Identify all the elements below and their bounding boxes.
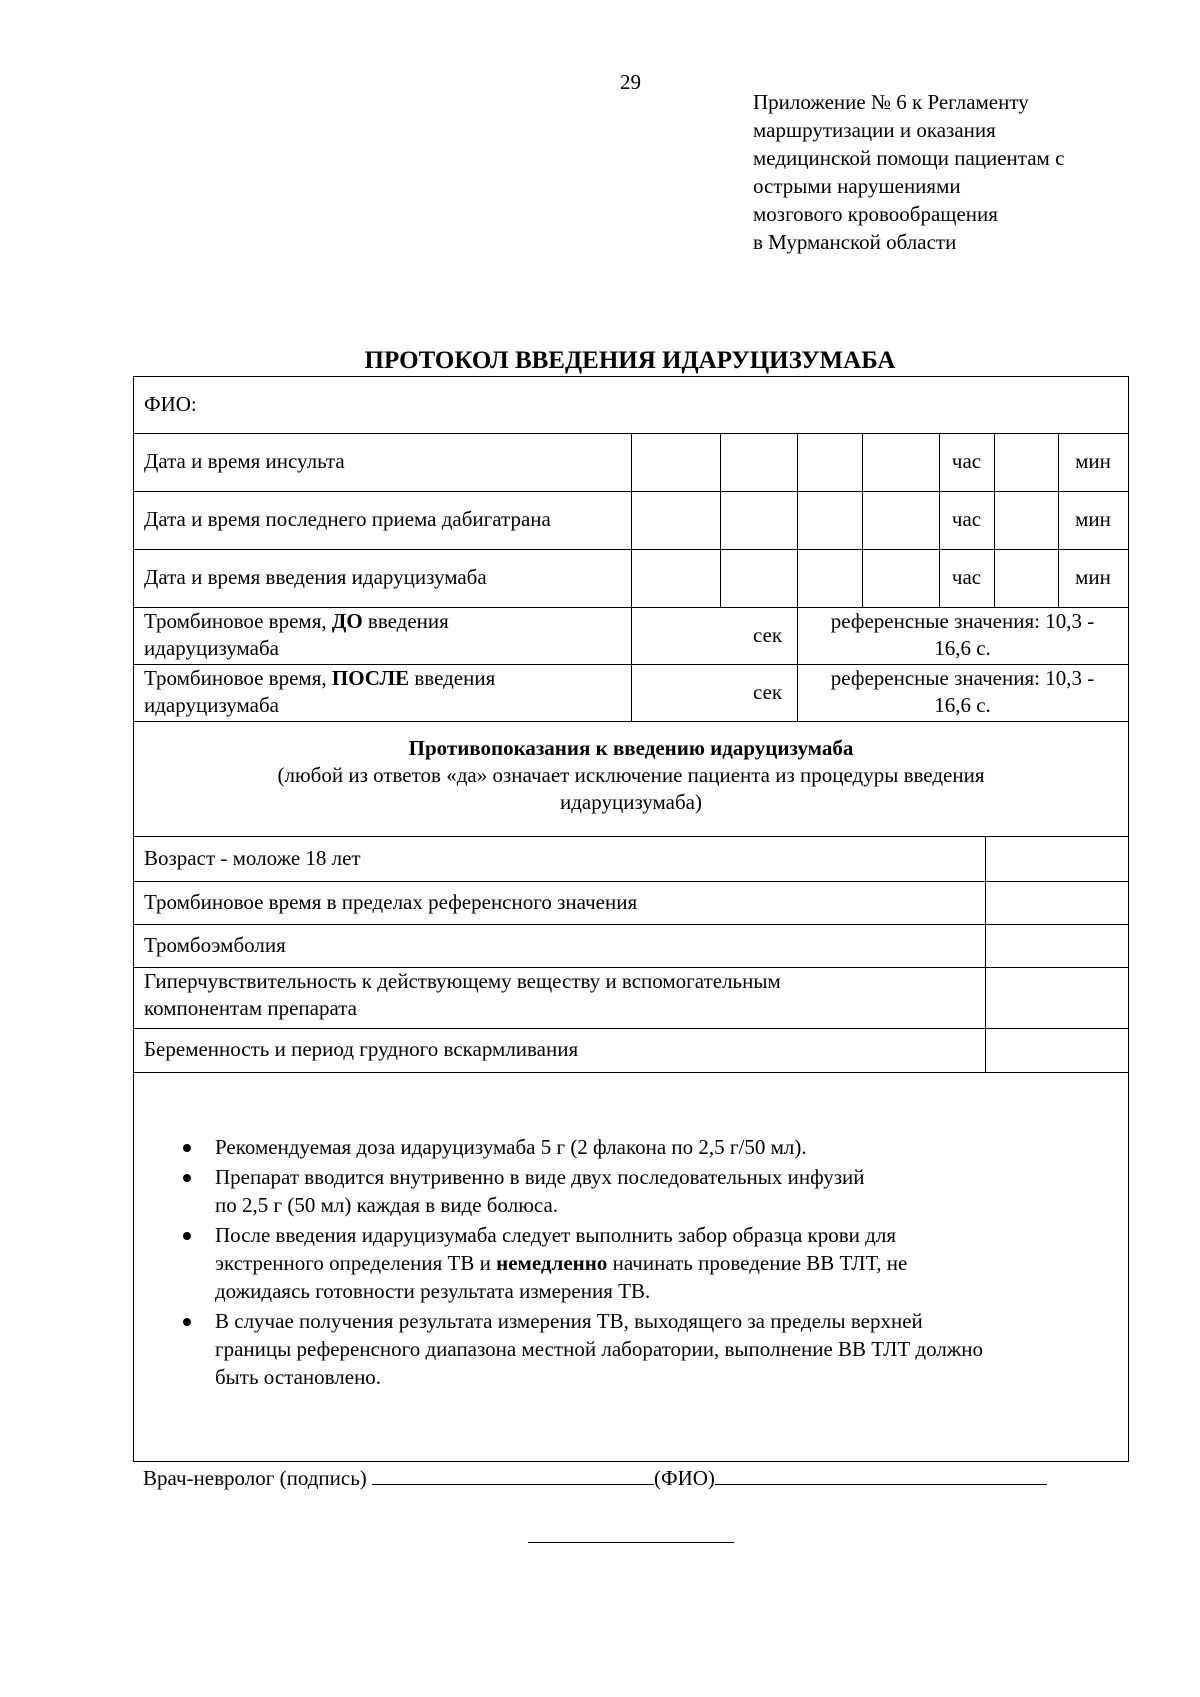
bullet-icon	[183, 1232, 191, 1240]
datetime-row-label: Дата и время введения идаруцизумаба	[144, 565, 487, 589]
list-item-text: После введения идаруцизумаба следует выполнить забор образца крови для	[215, 1223, 896, 1247]
label-emphasis: ПОСЛЕ	[331, 666, 410, 690]
fio-field[interactable]	[715, 1462, 1047, 1485]
reference-values: референсные значения: 10,3 -	[830, 666, 1095, 690]
document-title: ПРОТОКОЛ ВВЕДЕНИЯ ИДАРУЦИЗУМАБА	[364, 347, 896, 374]
fio-label: (ФИО)	[654, 1466, 715, 1490]
bullet-icon	[183, 1174, 191, 1182]
list-item-text	[215, 1249, 1123, 1277]
row-divider	[134, 881, 1128, 882]
page-number: 29	[620, 70, 641, 94]
list-item-text: быть остановлено.	[215, 1365, 382, 1389]
answer-cell[interactable]	[986, 882, 1128, 923]
row-divider	[134, 924, 1128, 925]
list-item-text: Рекомендуемая доза идаруцизумаба 5 г (2 флакона по 2,5 г/50 мл).	[215, 1135, 807, 1159]
list-item	[183, 1221, 1123, 1305]
contraindication-item: Тромбиновое время в пределах референсного значения	[144, 890, 638, 914]
column-divider	[631, 433, 632, 664]
contraindication-item: Тромбоэмболия	[144, 933, 286, 957]
row-divider	[134, 1028, 1128, 1029]
reference-values: референсные значения: 10,3 -	[830, 609, 1095, 633]
contraindications-note: (любой из ответов «да» означает исключение пациента из процедуры введения	[277, 763, 985, 787]
hour-label: час	[951, 507, 982, 531]
contraindication-item: Беременность и период грудного вскармливания	[144, 1037, 579, 1061]
label-text: введения	[362, 609, 449, 633]
bullet-icon	[183, 1318, 191, 1326]
list-item-text: дожидаясь готовности результата измерения ТВ.	[215, 1279, 651, 1303]
list-item	[183, 1307, 1123, 1391]
appendix-note	[753, 88, 1064, 256]
appendix-line: мозгового кровообращения	[753, 202, 998, 226]
appendix-line: Приложение № 6 к Регламенту	[753, 90, 1029, 114]
reference-values-line2: 16,6 с.	[934, 693, 991, 717]
hour-label: час	[951, 449, 982, 473]
answer-cell[interactable]	[986, 1029, 1128, 1071]
answer-cell[interactable]	[986, 837, 1128, 880]
column-divider	[994, 433, 995, 607]
label-text: Тромбиновое время,	[144, 609, 332, 633]
contraindication-item: Гиперчувствительность к действующему веществу и вспомогательным	[144, 969, 781, 993]
list-item	[183, 1133, 1123, 1161]
contraindications-note-line2: идаруцизумаба)	[560, 790, 702, 814]
signature-label: Врач-невролог (подпись)	[143, 1466, 367, 1490]
hour-label: час	[951, 565, 982, 589]
row-divider	[134, 836, 1128, 837]
list-item	[183, 1163, 1123, 1219]
list-item-text-part: экстренного определения ТВ и	[215, 1251, 497, 1275]
row-divider	[134, 1072, 1128, 1073]
list-item-text: В случае получения результата измерения ТВ, выходящего за пределы верхней	[215, 1309, 923, 1333]
appendix-line: маршрутизации и оказания	[753, 118, 996, 142]
contraindication-item-line2: компонентам препарата	[144, 996, 358, 1020]
column-divider	[862, 433, 863, 607]
appendix-line: в Мурманской области	[753, 230, 957, 254]
thrombin-after-label-line2: идаруцизумаба	[144, 693, 279, 717]
datetime-row-label: Дата и время последнего приема дабигатрана	[144, 507, 551, 531]
label-text: введения	[409, 666, 496, 690]
answer-cell[interactable]	[986, 968, 1128, 1027]
list-item-text: границы референсного диапазона местной лаборатории, выполнение ВВ ТЛТ должно	[215, 1337, 984, 1361]
list-item-text-part: начинать проведение ВВ ТЛТ, не	[607, 1251, 908, 1275]
appendix-line: острыми нарушениями	[753, 174, 961, 198]
seconds-unit: сек	[753, 623, 783, 647]
datetime-row-label: Дата и время инсульта	[144, 449, 345, 473]
minute-label: мин	[1075, 449, 1111, 473]
list-item-emphasis: немедленно	[496, 1251, 608, 1275]
contraindication-item: Возраст - моложе 18 лет	[144, 846, 361, 870]
reference-values-line2: 16,6 с.	[934, 636, 991, 660]
thrombin-before-label	[144, 608, 449, 635]
label-text: Тромбиновое время,	[144, 666, 332, 690]
contraindications-heading: Противопоказания к введению идаруцизумаба	[408, 736, 854, 760]
appendix-line: медицинской помощи пациентам с	[753, 146, 1065, 170]
row-divider	[134, 721, 1128, 722]
thrombin-after-label	[144, 665, 495, 692]
recommendations-list	[183, 1133, 1123, 1393]
column-divider	[631, 664, 632, 721]
bullet-icon	[183, 1144, 191, 1152]
thrombin-before-label-line2: идаруцизумаба	[144, 636, 279, 660]
list-item-text: по 2,5 г (50 мл) каждая в виде болюса.	[215, 1193, 559, 1217]
signature-line	[143, 1462, 1047, 1492]
answer-cell[interactable]	[986, 925, 1128, 966]
seconds-unit: сек	[753, 680, 783, 704]
minute-label: мин	[1075, 565, 1111, 589]
minute-label: мин	[1075, 507, 1111, 531]
label-emphasis: ДО	[331, 609, 363, 633]
list-item-text: Препарат вводится внутривенно в виде двух последовательных инфузий	[215, 1165, 865, 1189]
separator-line	[528, 1542, 734, 1543]
fio-label: ФИО:	[144, 392, 197, 416]
signature-field[interactable]	[372, 1462, 654, 1485]
column-divider	[720, 433, 721, 607]
